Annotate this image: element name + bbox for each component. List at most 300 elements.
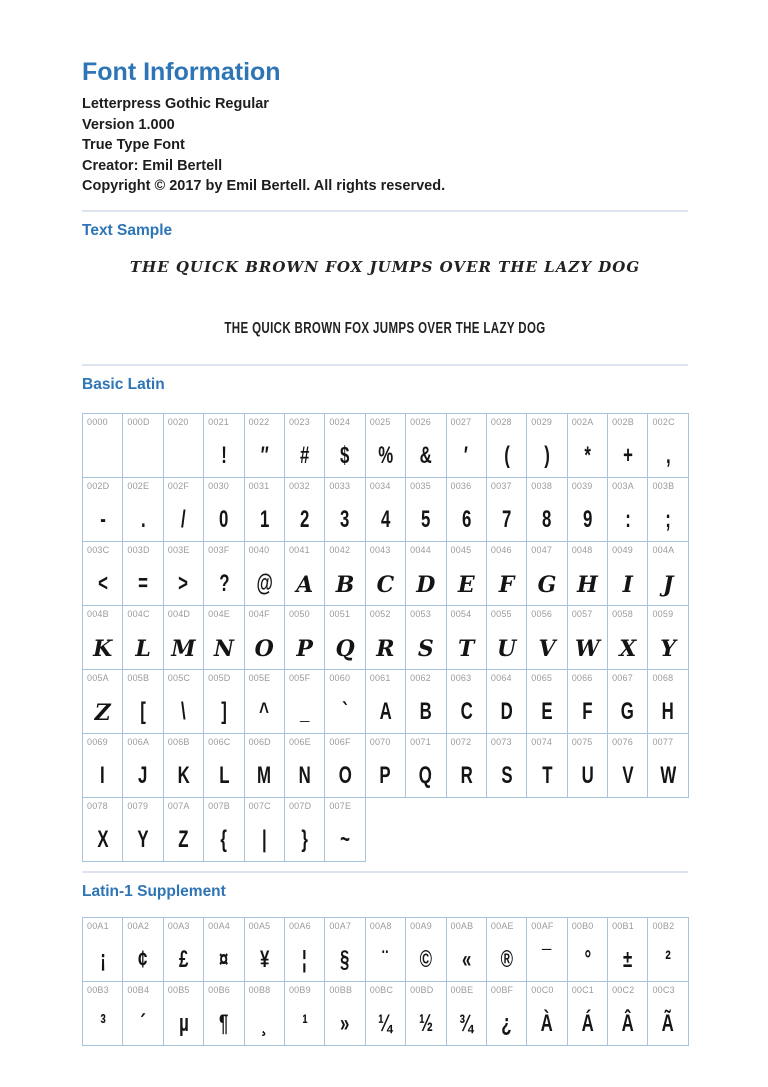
glyph-cell-0064 [486, 669, 527, 734]
glyph: ½ [418, 1009, 433, 1037]
glyph-cell-004F [244, 605, 285, 670]
glyph: J [662, 571, 674, 598]
glyph-cell-0066 [567, 669, 608, 734]
glyph: S [417, 635, 434, 662]
codepoint-label: 0048 [571, 544, 593, 555]
glyph-cell-0070 [365, 733, 406, 798]
glyph-cell-006C [203, 733, 244, 798]
codepoint-label: 006C [208, 736, 231, 747]
codepoint-label: 0044 [410, 544, 431, 555]
glyph-cell-0067 [607, 669, 648, 734]
glyph: 4 [380, 505, 391, 533]
glyph: « [461, 945, 471, 973]
glyph-cell-004C [122, 605, 163, 670]
glyph-cell-0052 [365, 605, 406, 670]
codepoint-label: 007A [167, 800, 190, 811]
glyph-cell-0043 [365, 541, 406, 606]
glyph: © [419, 945, 433, 973]
glyph: > [178, 569, 189, 597]
glyph: % [377, 441, 393, 469]
codepoint-label: 0024 [329, 416, 351, 427]
codepoint-label: 00B8 [248, 984, 271, 995]
glyph: ~ [340, 825, 350, 853]
glyph: U [581, 761, 594, 789]
codepoint-label: 002C [652, 416, 675, 427]
glyph: 1 [259, 505, 269, 533]
glyph-cell-00B5 [163, 981, 204, 1046]
codepoint-label: 0045 [450, 544, 472, 555]
font-copyright: Copyright © 2017 by Emil Bertell. All rights reserved. [82, 178, 446, 194]
glyph-cell-0056 [526, 605, 567, 670]
font-version: Version 1.000 [82, 116, 175, 133]
glyph-cell-003A [607, 477, 648, 542]
codepoint-label: 0057 [571, 608, 593, 619]
glyph-cell-0023 [284, 413, 325, 478]
glyph: ; [665, 505, 671, 533]
glyph: Ã [662, 1009, 675, 1037]
glyph-cell-0079 [122, 797, 163, 862]
glyph-cell-002E [122, 477, 163, 542]
codepoint-label: 0026 [410, 416, 431, 427]
glyph: ¤ [219, 945, 229, 973]
codepoint-label: 00B1 [612, 920, 634, 931]
glyph: B [335, 571, 355, 598]
glyph-cell-002C [647, 413, 688, 478]
glyph: S [500, 761, 513, 789]
glyph: L [218, 761, 230, 789]
codepoint-label: 00A8 [369, 920, 392, 931]
font-type: True Type Font [82, 137, 185, 153]
font-creator: Creator: Emil Bertell [82, 157, 223, 174]
glyph: ¿ [501, 1009, 512, 1037]
glyph-cell-006A [122, 733, 163, 798]
glyph: 6 [461, 505, 471, 533]
glyph: £ [178, 945, 189, 973]
codepoint-label: 0062 [410, 672, 431, 683]
glyph-cell-00A9 [405, 917, 446, 982]
glyph-cell-00BC [365, 981, 406, 1046]
glyph: M [171, 635, 196, 662]
glyph: P [379, 761, 392, 789]
glyph-cell-007E [324, 797, 365, 862]
glyph: O [338, 761, 352, 789]
glyph-cell-0027 [446, 413, 487, 478]
glyph-cell-0062 [405, 669, 446, 734]
glyph-cell-0032 [284, 477, 325, 542]
glyph: W [660, 761, 677, 789]
codepoint-label: 0030 [208, 480, 229, 491]
codepoint-label: 00B6 [208, 984, 230, 995]
codepoint-label: 002A [571, 416, 594, 427]
glyph: + [622, 441, 633, 469]
page-title: Font Information [82, 58, 281, 86]
glyph: ¼ [378, 1009, 393, 1037]
glyph-cell-00A8 [365, 917, 406, 982]
codepoint-label: 003F [208, 544, 230, 555]
glyph-cell-0065 [526, 669, 567, 734]
glyph-row [82, 733, 688, 797]
codepoint-label: 0023 [288, 416, 310, 427]
codepoint-label: 0064 [490, 672, 512, 683]
codepoint-label: 00AB [450, 920, 474, 931]
glyph: D [500, 697, 513, 725]
glyph: 3 [340, 505, 350, 533]
glyph-cell-00B1 [607, 917, 648, 982]
glyph-row [82, 477, 688, 541]
codepoint-label: 0052 [369, 608, 391, 619]
glyph-cell-0055 [486, 605, 527, 670]
section-heading-basic-latin: Basic Latin [82, 375, 165, 393]
codepoint-label: 005C [167, 672, 191, 683]
glyph: ! [221, 441, 227, 469]
glyph-cell-0049 [607, 541, 648, 606]
glyph-cell-00BE [446, 981, 487, 1046]
glyph: ® [500, 945, 513, 973]
codepoint-label: 0065 [531, 672, 553, 683]
glyph: ¹ [301, 1009, 308, 1037]
glyph-cell-005E [244, 669, 285, 734]
glyph: µ [178, 1009, 189, 1037]
codepoint-label: 0047 [531, 544, 553, 555]
glyph-cell-0042 [324, 541, 365, 606]
glyph: T [458, 635, 475, 662]
glyph-cell-006E [284, 733, 325, 798]
glyph-row [82, 981, 688, 1045]
glyph: ± [623, 945, 633, 973]
glyph-row [82, 917, 688, 981]
section-heading-text-sample: Text Sample [82, 221, 173, 239]
glyph: O [254, 635, 274, 662]
glyph-cell-002F [163, 477, 204, 542]
glyph: ″ [260, 441, 269, 469]
glyph: * [584, 441, 591, 469]
glyph: } [301, 825, 308, 853]
codepoint-label: 00C3 [652, 984, 675, 995]
codepoint-label: 00A3 [167, 920, 190, 931]
codepoint-label: 00B9 [288, 984, 311, 995]
glyph-cell-0021 [203, 413, 244, 478]
codepoint-label: 002E [127, 480, 150, 491]
codepoint-label: 00A9 [410, 920, 432, 931]
codepoint-label: 0078 [87, 800, 108, 811]
glyph: 7 [501, 505, 512, 533]
glyph-cell-0022 [244, 413, 285, 478]
codepoint-label: 004B [87, 608, 109, 619]
glyph-cell-004D [163, 605, 204, 670]
section-divider [82, 210, 688, 212]
codepoint-label: 0049 [612, 544, 633, 555]
glyph-cell-0033 [324, 477, 365, 542]
font-name: Letterpress Gothic Regular [82, 96, 269, 112]
latin1-supplement-table [82, 917, 688, 1045]
codepoint-label: 007B [208, 800, 230, 811]
codepoint-label: 0036 [450, 480, 472, 491]
codepoint-label: 00B5 [167, 984, 190, 995]
glyph: N [298, 761, 311, 789]
codepoint-label: 0079 [127, 800, 149, 811]
glyph: W [575, 635, 600, 662]
glyph: [ [140, 697, 146, 725]
glyph: P [296, 635, 313, 662]
glyph: » [340, 1009, 350, 1037]
glyph-cell-00C2 [607, 981, 648, 1046]
glyph: I [100, 761, 106, 789]
codepoint-label: 0066 [571, 672, 593, 683]
glyph-cell-00B3 [82, 981, 123, 1046]
glyph: Y [137, 825, 149, 853]
glyph: E [541, 697, 553, 725]
glyph: F [498, 571, 515, 598]
glyph-cell-005B [122, 669, 163, 734]
glyph: ′ [464, 441, 469, 469]
codepoint-label: 0032 [288, 480, 310, 491]
glyph-cell-007D [284, 797, 325, 862]
glyph: V [538, 635, 556, 662]
glyph: F [582, 697, 593, 725]
codepoint-label: 0050 [288, 608, 310, 619]
glyph-cell-00A4 [203, 917, 244, 982]
glyph-cell-00A6 [284, 917, 325, 982]
glyph-row [82, 797, 688, 861]
codepoint-label: 00C2 [612, 984, 635, 995]
glyph-cell-00A5 [244, 917, 285, 982]
codepoint-label: 0033 [329, 480, 351, 491]
glyph: / [181, 505, 186, 533]
glyph-cell-00A1 [82, 917, 123, 982]
glyph-cell-0026 [405, 413, 446, 478]
glyph-cell-0073 [486, 733, 527, 798]
glyph: : [624, 505, 631, 533]
glyph-cell-006B [163, 733, 204, 798]
codepoint-label: 0077 [652, 736, 674, 747]
codepoint-label: 00B4 [127, 984, 150, 995]
codepoint-label: 0039 [571, 480, 593, 491]
text-sample-script: THE QUICK BROWN FOX JUMPS OVER THE LAZY DOG [129, 257, 641, 276]
codepoint-label: 00BC [369, 984, 394, 995]
codepoint-label: 0053 [410, 608, 431, 619]
glyph: # [299, 441, 310, 469]
glyph-cell-0035 [405, 477, 446, 542]
glyph-cell-00B0 [567, 917, 608, 982]
glyph-cell-0036 [446, 477, 487, 542]
glyph: _ [299, 697, 310, 725]
codepoint-label: 0055 [490, 608, 512, 619]
glyph-cell-0069 [82, 733, 123, 798]
glyph-cell-0030 [203, 477, 244, 542]
codepoint-label: 00B3 [87, 984, 109, 995]
codepoint-label: 004E [208, 608, 230, 619]
codepoint-label: 0075 [571, 736, 593, 747]
codepoint-label: 000D [127, 416, 150, 427]
glyph: X [97, 825, 109, 853]
glyph: 0 [219, 505, 229, 533]
glyph-cell-0038 [526, 477, 567, 542]
glyph: - [99, 505, 106, 533]
glyph-cell-0060 [324, 669, 365, 734]
glyph-cell-0031 [244, 477, 285, 542]
glyph-cell-0037 [486, 477, 527, 542]
glyph-cell-004E [203, 605, 244, 670]
glyph: T [541, 761, 553, 789]
glyph-cell-00BD [405, 981, 446, 1046]
glyph: N [213, 635, 234, 662]
glyph: K [93, 635, 113, 662]
glyph: ´ [140, 1009, 146, 1037]
codepoint-label: 0054 [450, 608, 472, 619]
glyph: $ [340, 441, 350, 469]
glyph-row [82, 413, 688, 477]
glyph-row [82, 605, 688, 669]
glyph-cell-005F [284, 669, 325, 734]
glyph: = [138, 569, 148, 597]
codepoint-label: 00BB [329, 984, 353, 995]
glyph-cell-00B8 [244, 981, 285, 1046]
codepoint-label: 005F [288, 672, 311, 683]
glyph-cell-00A7 [324, 917, 365, 982]
glyph: H [662, 697, 675, 725]
glyph: ¸ [261, 1009, 268, 1037]
codepoint-label: 0056 [531, 608, 553, 619]
glyph-cell-0046 [486, 541, 527, 606]
codepoint-label: 00A6 [288, 920, 311, 931]
glyph: X [619, 635, 637, 662]
codepoint-label: 0027 [450, 416, 472, 427]
codepoint-label: 0022 [248, 416, 270, 427]
glyph: ³ [99, 1009, 106, 1037]
glyph-cell-00AE [486, 917, 527, 982]
glyph-cell-00AF [526, 917, 567, 982]
codepoint-label: 0037 [490, 480, 512, 491]
codepoint-label: 00AE [490, 920, 514, 931]
glyph-cell-00A2 [122, 917, 163, 982]
glyph-cell-003B [647, 477, 688, 542]
glyph: 9 [582, 505, 593, 533]
glyph: G [537, 571, 557, 598]
glyph-cell-0071 [405, 733, 446, 798]
glyph-cell-0072 [446, 733, 487, 798]
glyph-cell-00C3 [647, 981, 688, 1046]
codepoint-label: 007D [288, 800, 312, 811]
codepoint-label: 004D [167, 608, 191, 619]
codepoint-label: 00AF [531, 920, 554, 931]
codepoint-label: 0041 [288, 544, 310, 555]
glyph: Á [581, 1009, 594, 1037]
glyph-cell-0059 [647, 605, 688, 670]
glyph-cell-0076 [607, 733, 648, 798]
section-divider [82, 364, 688, 366]
glyph: ^ [259, 697, 270, 725]
glyph: ] [221, 697, 227, 725]
codepoint-label: 0069 [87, 736, 108, 747]
glyph: ¥ [259, 945, 269, 973]
codepoint-label: 0021 [208, 416, 229, 427]
glyph: B [419, 697, 432, 725]
codepoint-label: 0071 [410, 736, 431, 747]
codepoint-label: 007C [248, 800, 271, 811]
font-details [82, 94, 688, 197]
glyph-cell-0063 [446, 669, 487, 734]
glyph: Q [335, 635, 355, 662]
glyph: U [497, 635, 517, 662]
codepoint-label: 003C [87, 544, 110, 555]
codepoint-label: 0042 [329, 544, 351, 555]
glyph-cell-0041 [284, 541, 325, 606]
glyph-cell-005A [82, 669, 123, 734]
codepoint-label: 003E [167, 544, 190, 555]
codepoint-label: 0051 [329, 608, 351, 619]
glyph-cell-000D [122, 413, 163, 478]
codepoint-label: 002F [167, 480, 190, 491]
glyph-cell-0028 [486, 413, 527, 478]
codepoint-label: 004C [127, 608, 150, 619]
codepoint-label: 0020 [167, 416, 189, 427]
codepoint-label: 0074 [531, 736, 553, 747]
glyph: ¨ [382, 945, 389, 973]
glyph-cell-0034 [365, 477, 406, 542]
glyph-cell-0045 [446, 541, 487, 606]
glyph: G [621, 697, 635, 725]
glyph: { [220, 825, 228, 853]
glyph-cell-0078 [82, 797, 123, 862]
codepoint-label: 003B [652, 480, 675, 491]
glyph-cell-00B2 [647, 917, 688, 982]
glyph-cell-007A [163, 797, 204, 862]
glyph: C [376, 571, 395, 598]
glyph: Â [621, 1009, 634, 1037]
codepoint-label: 0068 [652, 672, 674, 683]
glyph-cell-00B4 [122, 981, 163, 1046]
codepoint-label: 00A2 [127, 920, 150, 931]
glyph: ) [544, 441, 550, 469]
basic-latin-table [82, 413, 688, 861]
codepoint-label: 00B2 [652, 920, 675, 931]
codepoint-label: 002D [87, 480, 110, 491]
codepoint-label: 0076 [612, 736, 633, 747]
glyph-cell-003F [203, 541, 244, 606]
glyph: ` [342, 697, 348, 725]
glyph: L [135, 635, 151, 662]
glyph-cell-004B [82, 605, 123, 670]
glyph: A [379, 697, 392, 725]
section-divider [82, 871, 688, 873]
codepoint-label: 004A [652, 544, 675, 555]
glyph: ¶ [219, 1009, 229, 1037]
glyph: ² [665, 945, 671, 973]
glyph-row [82, 669, 688, 733]
glyph: ¾ [459, 1009, 474, 1037]
codepoint-label: 00A1 [87, 920, 109, 931]
glyph-cell-0040 [244, 541, 285, 606]
codepoint-label: 0025 [369, 416, 391, 427]
codepoint-label: 0043 [369, 544, 391, 555]
codepoint-label: 0000 [87, 416, 108, 427]
glyph-cell-0050 [284, 605, 325, 670]
codepoint-label: 0034 [369, 480, 391, 491]
glyph-cell-0057 [567, 605, 608, 670]
codepoint-label: 0063 [450, 672, 472, 683]
glyph-cell-00C0 [526, 981, 567, 1046]
glyph-cell-00C1 [567, 981, 608, 1046]
glyph-cell-0024 [324, 413, 365, 478]
glyph: < [97, 569, 108, 597]
codepoint-label: 007E [329, 800, 352, 811]
codepoint-label: 005A [87, 672, 109, 683]
codepoint-label: 00A5 [248, 920, 271, 931]
glyph-cell-0061 [365, 669, 406, 734]
glyph: V [622, 761, 634, 789]
glyph-cell-0044 [405, 541, 446, 606]
glyph-cell-002B [607, 413, 648, 478]
